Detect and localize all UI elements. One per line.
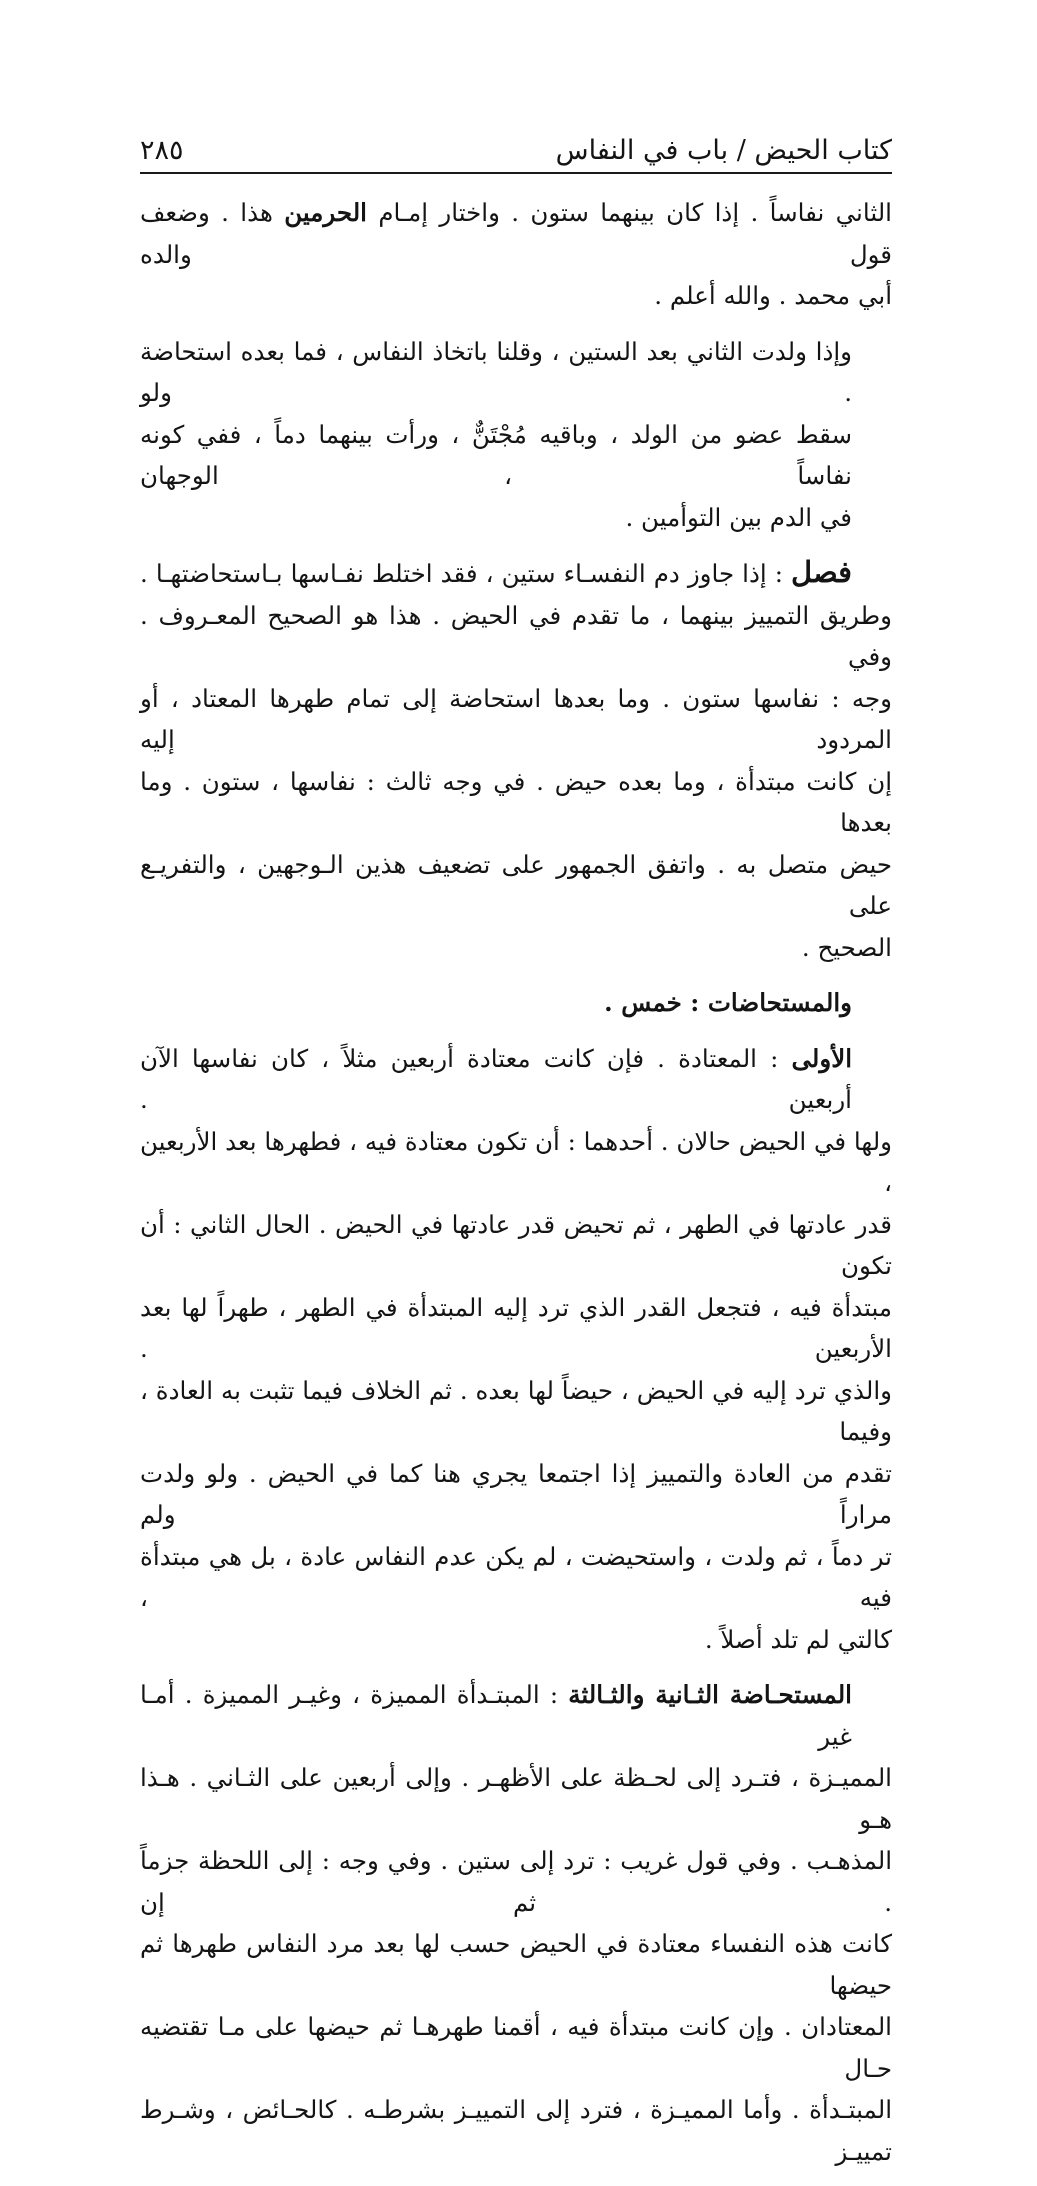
item-heading: الأولى — [791, 1043, 852, 1073]
text-line: وجه : نفاسها ستون . وما بعدها استحاضة إلى تمام طهرها المعتاد ، أو المردود إليه — [140, 683, 892, 754]
text-line: تقدم من العادة والتمييز إذا اجتمعا يجري هنا كما في الحيض . ولو ولدت مراراً ولم — [140, 1458, 892, 1529]
text-line: أبي محمد . والله أعلم . — [654, 281, 892, 310]
text-line: والذي ترد إليه في الحيض ، حيضاً لها بعده . ثم الخلاف فيما تثبت به العادة ، وفيما — [140, 1375, 892, 1446]
text-line: إن كانت مبتدأة ، وما بعده حيض . في وجه ثالث : نفاسها ، ستون . وما بعدها — [140, 766, 892, 837]
text-line: الثاني نفاساً . إذا كان بينهما ستون . واختار إمـام الحرمين هذا . وضعف قول والده — [140, 198, 892, 269]
paragraph-5 — [140, 1038, 892, 1661]
text-line: المبتـدأة . وأما المميـزة ، فترد إلى التمييـز بشرطـه . كالحـائض ، وشـرط تمييـز — [140, 2095, 892, 2166]
bold-term: الحرمين — [284, 198, 367, 227]
paragraph-2 — [140, 331, 892, 539]
text-line: وإذا ولدت الثاني بعد الستين ، وقلنا باتخاذ النفاس ، فما بعده استحاضة . ولو — [140, 336, 852, 407]
text-line: قدر عادتها في الطهر ، ثم تحيض قدر عادتها في الحيض . الحال الثاني : أن تكون — [140, 1209, 892, 1280]
text-line: سقط عضو من الولد ، وباقيه مُجْتَنٌّ ، ورأت بينهما دماً ، ففي كونه نفاساً ، الوجهان — [140, 419, 852, 490]
item-heading: المستحـاضة الثـانية والثـالثة — [568, 1680, 852, 1709]
paragraph-4 — [140, 982, 892, 1024]
running-head: كتاب الحيض / باب في النفاس — [555, 135, 892, 166]
text-line: ولها في الحيض حالان . أحدهما : أن تكون معتادة فيه ، فطهرها بعد الأربعين ، — [140, 1126, 892, 1197]
text-line: مبتدأة فيه ، فتجعل القدر الذي ترد إليه المبتدأة في الطهر ، طهراً لها بعد الأربعين . — [140, 1292, 892, 1363]
text-line: فصل : إذا جاوز دم النفسـاء ستين ، فقد اختلط نفـاسها بـاستحاضتهـا . — [140, 555, 852, 589]
text-line: كالتي لم تلد أصلاً . — [704, 1624, 892, 1654]
text-body — [140, 192, 892, 2186]
section-heading: فصل — [791, 555, 852, 589]
text-line: الصحيح . — [801, 932, 892, 962]
text-line: المذهـب . وفي قول غريب : ترد إلى ستين . وفي وجه : إلى اللحظة جزماً . ثم إن — [140, 1846, 892, 1917]
page-header — [140, 124, 892, 174]
subheading: والمستحاضات : خمس . — [604, 988, 852, 1017]
text-line: المعتادان . وإن كانت مبتدأة فيه ، أقمنا طهرهـا ثم حيضها على مـا تقتضيه حـال — [140, 2012, 892, 2083]
text-line: تر دماً ، ثم ولدت ، واستحيضت ، لم يكن عدم النفاس عادة ، بل هي مبتدأة فيه ، — [140, 1541, 892, 1612]
text-line: في الدم بين التوأمين . — [625, 502, 852, 532]
text-line: حيض متصل به . واتفق الجمهور على تضعيف هذين الـوجهين ، والتفريـع على — [140, 849, 892, 920]
page-number: ٢٨٥ — [140, 135, 184, 166]
paragraph-1 — [140, 192, 892, 317]
text-line: الأولى : المعتادة . فإن كانت معتادة أربعين مثلاً ، كان نفاسها الآن أربعين . — [140, 1043, 852, 1114]
paragraph-3 — [140, 552, 892, 968]
paragraph-6 — [140, 1674, 892, 2172]
text-line: وطريق التمييز بينهما ، ما تقدم في الحيض . هذا هو الصحيح المعـروف . وفي — [140, 600, 892, 671]
text-line: المستحـاضة الثـانية والثـالثة : المبتـدأة المميزة ، وغيـر المميزة . أمـا غير — [140, 1680, 852, 1751]
text-line: المميـزة ، فتـرد إلى لحـظة على الأظهـر . وإلى أربعين على الثـاني . هـذا هـو — [140, 1763, 892, 1834]
text-line: كانت هذه النفساء معتادة في الحيض حسب لها بعد مرد النفاس طهرها ثم حيضها — [140, 1929, 892, 2000]
